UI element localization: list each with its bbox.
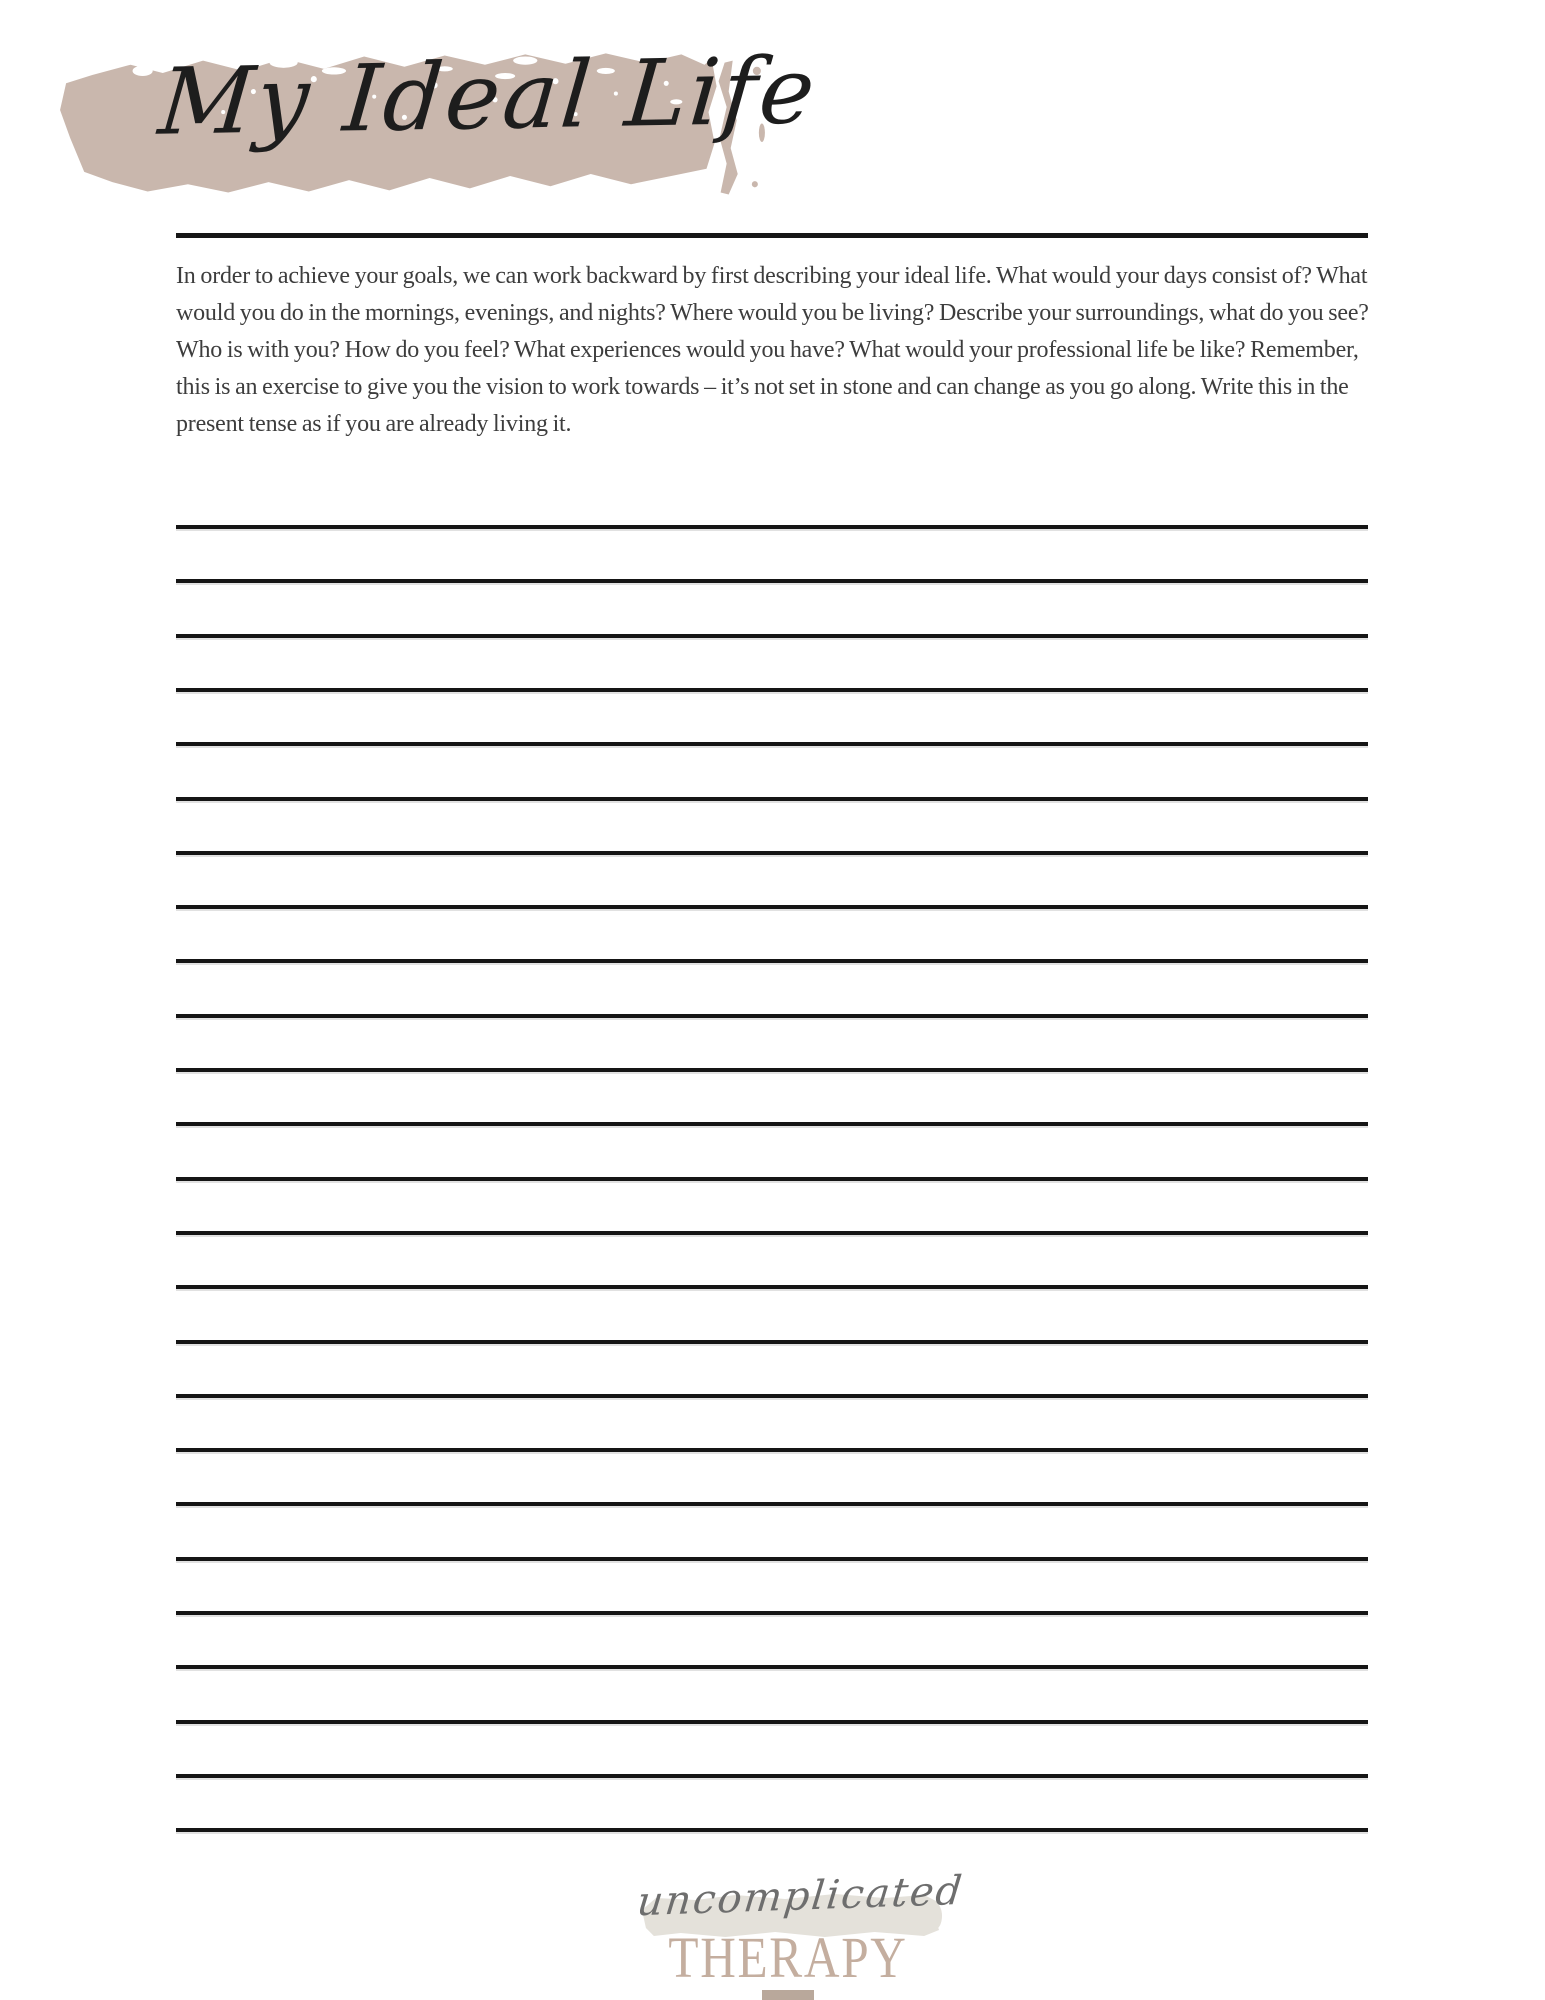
intro-paragraph: In order to achieve your goals, we can work backward by first describing your ideal life. What would your days consist of? What would you do in the mornings, evenings, and nights? Where would you be living? Describe your surroundings, what do you see? Who is with you? How do you feel? What experiences would you have? What would your professional life be like? Remember, this is an exercise to give you the vision to work towards – it’s not set in stone and can change as you go along. Write this in the present tense as if you are already living it. [176, 263, 1369, 437]
writing-line [176, 1774, 1368, 1778]
logo-brand-name: THERAPY [668, 1925, 908, 1990]
writing-line [176, 959, 1368, 963]
writing-line [176, 634, 1368, 638]
writing-line [176, 1014, 1368, 1018]
writing-line [176, 1177, 1368, 1181]
writing-line [176, 742, 1368, 746]
writing-line [176, 1448, 1368, 1452]
writing-line [176, 1828, 1368, 1832]
writing-line [176, 1665, 1368, 1669]
writing-line [176, 1611, 1368, 1615]
writing-line [176, 1557, 1368, 1561]
page-title: My Ideal Life [154, 37, 822, 156]
writing-line [176, 1068, 1368, 1072]
writing-line [176, 525, 1368, 529]
writing-line [176, 1502, 1368, 1506]
writing-line [176, 905, 1368, 909]
title-divider [176, 233, 1368, 238]
writing-line [176, 1394, 1368, 1398]
logo-underline-mark [762, 1990, 814, 2000]
writing-line [176, 1231, 1368, 1235]
writing-line [176, 1285, 1368, 1289]
writing-line [176, 579, 1368, 583]
writing-lines-area [176, 525, 1368, 1837]
writing-line [176, 851, 1368, 855]
writing-line [176, 688, 1368, 692]
logo-script-text: uncomplicated [634, 1867, 966, 1926]
writing-line [176, 1720, 1368, 1724]
writing-line [176, 1122, 1368, 1126]
writing-line [176, 797, 1368, 801]
writing-line [176, 1340, 1368, 1344]
